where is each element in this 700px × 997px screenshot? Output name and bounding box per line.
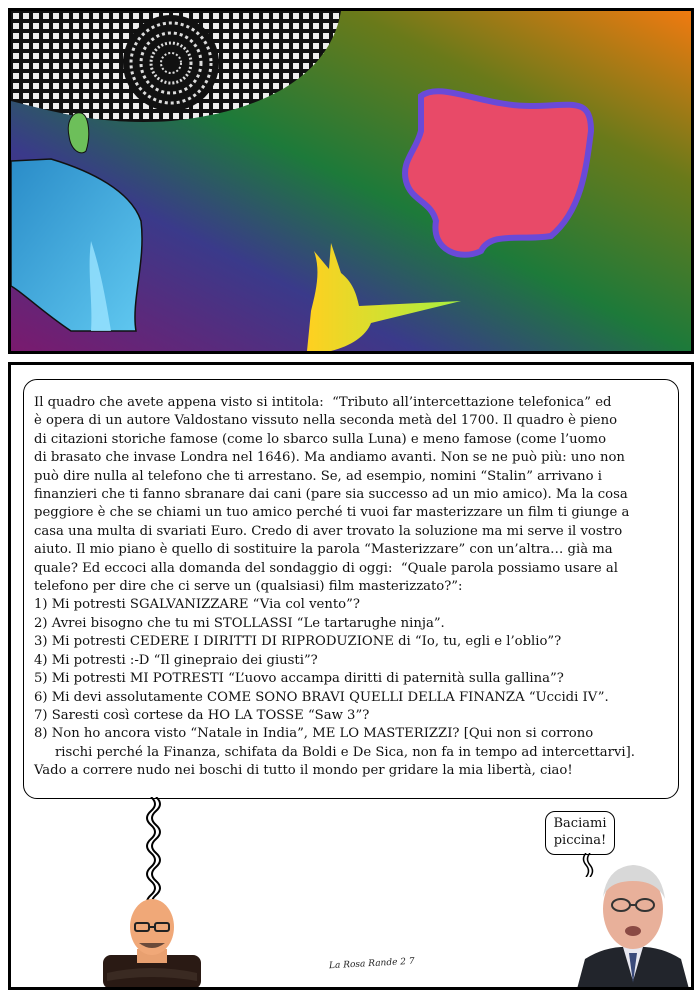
abstract-painting — [11, 11, 691, 351]
spiral-circle — [123, 15, 219, 111]
artist-signature: La Rosa Rande 2 7 — [328, 956, 415, 972]
right-person — [577, 859, 689, 989]
dialogue-panel — [8, 362, 694, 990]
speech-tail-squiggle — [139, 797, 163, 909]
left-person — [99, 897, 205, 989]
main-speech-bubble: Il quadro che avete appena visto si intitola: “Tributo all’intercettazione telefonica” ed è opera di un autore Valdostano vissuto nella seconda metà del 1700. Il quadro è pieno di citazioni storiche famose (come lo sbarco sulla Luna) e meno famose (come l’uomo di brasato che invase Londra nel 1646). Ma andiamo avanti. Non se ne può più: uno non può dire nulla al telefono che ti arrestano. Se, ad esempio, nomini “Stalin” arrivano i finanzieri che ti fanno sbranare dai cani (pare sia successo ad un mio amico). Ma la cosa peggiore è che se chiami un tuo amico perché ti vuoi far masterizzare un film ti giunge a casa una multa di svariati Euro. Credo di aver trovato la soluzione ma mi serve il vostro aiuto. Il mio piano è quello di sostituire la parola “Masterizzare” con un’altra… già ma quale? Ed eccoci alla domanda del sondaggio di oggi: “Quale parola possiamo usare al telefono per dire che ci serve un (qualsiasi) film masterizzato?”: 1) Mi potresti SGALVANIZZARE “Via col vento”? 2) Avrei bisogno che tu mi STOLLASSI “Le tartarughe ninja”. 3) Mi potresti CEDERE I DIRITTI DI RIPRODUZIONE di “Io, tu, egli e l’oblio”? 4) Mi potresti :-D “Il ginepraio dei giusti”? 5) Mi potresti MI POTRESTI “L’uovo accampa diritti di paternità sulla gallina”? 6) Mi devi assolutamente COME SONO BRAVI QUELLI DELLA FINANZA “Uccidi IV”. 7) Saresti così cortese da HO LA TOSSE “Saw 3”? 8) Non ho ancora visto “Natale in India”, ME LO MASTERIZZI? [Qui non si corrono rischi perché la Finanza, schifata da Boldi e De Sica, non fa in tempo ad intercettarvi]. Vado a correre nudo nei boschi di tutto il mondo per gridare la mia libertà, ciao! — [23, 379, 679, 799]
small-bubble-line2: piccina! — [553, 833, 607, 848]
small-speech-bubble — [545, 811, 615, 855]
small-bubble-line1: Baciami — [553, 816, 607, 831]
painting-panel — [8, 8, 694, 354]
